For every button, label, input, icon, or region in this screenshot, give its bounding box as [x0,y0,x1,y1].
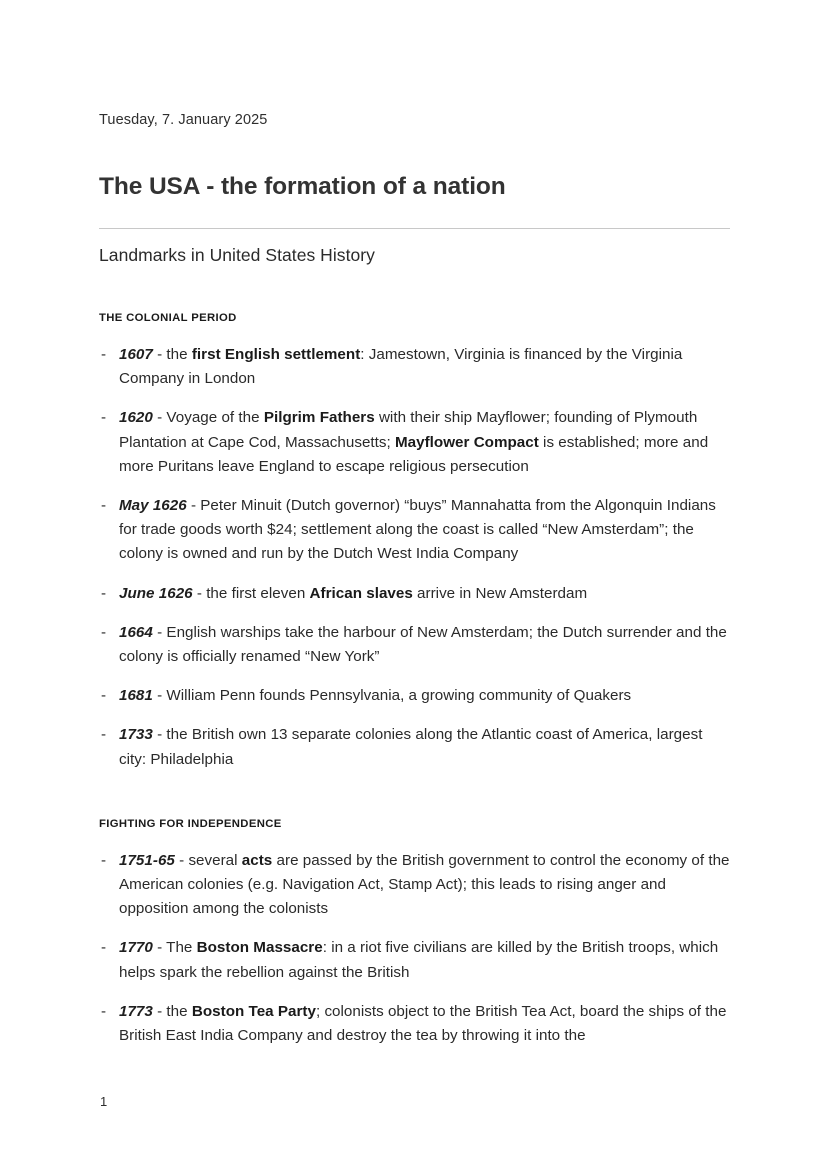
list-item [99,849,730,922]
title-divider [99,228,730,229]
list-item-date: 1733 [119,726,153,744]
list-item-date: 1770 [119,939,153,957]
bullet-list [99,343,730,772]
list-item [99,406,730,479]
document-subtitle: Landmarks in United States History [99,245,375,265]
list-item-date: 1620 [119,409,153,427]
list-item-text: - the first eleven African slaves arrive in New Amsterdam [192,584,588,602]
dash-bullet-icon: - [101,851,107,869]
dash-bullet-icon: - [101,939,107,957]
list-item-text: - The Boston Massacre: in a riot five civilians are killed by the British troops, which helps spark the rebellion against the British [119,939,719,981]
list-item-date: 1751-65 [119,851,175,869]
list-item [99,582,730,606]
list-item-date: June 1626 [119,584,193,602]
list-item [99,621,730,669]
list-item-text: - the Boston Tea Party; colonists object to the British Tea Act, board the ships of the British East India Company and destroy the tea by throwing it into the [119,1002,727,1045]
bullet-list [99,849,730,1048]
list-item [99,723,730,771]
dash-bullet-icon: - [101,623,107,641]
dash-bullet-icon: - [101,497,107,515]
dash-bullet-icon: - [101,687,107,705]
list-item [99,684,730,708]
list-item-text: - the British own 13 separate colonies along the Atlantic coast of America, largest city: Philadelphia [119,726,703,768]
dash-bullet-icon: - [101,584,107,602]
list-item-text: - the first English settlement: Jamestown, Virginia is financed by the Virginia Company in London [119,346,683,388]
list-item-date: 1681 [119,687,153,705]
dash-bullet-icon: - [101,1002,107,1020]
list-item-text: - several acts are passed by the British government to control the economy of the American colonies (e.g. Navigation Act, Stamp Act); this leads to rising anger and opposition among the colonists [119,851,730,918]
page-title: The USA - the formation of a nation [99,173,506,200]
list-item-text: - English warships take the harbour of New Amsterdam; the Dutch surrender and the colony is officially renamed “New York” [119,623,727,666]
list-item [99,1000,730,1048]
document-section [99,817,730,1048]
list-item-date: 1773 [119,1002,153,1020]
document-content [99,110,730,1048]
list-item [99,936,730,984]
page-number: 1 [100,1094,108,1109]
document-date: Tuesday, 7. January 2025 [99,112,268,128]
dash-bullet-icon: - [101,726,107,744]
list-item-date: 1607 [119,346,153,363]
list-item [99,494,730,567]
list-item-date: 1664 [119,623,153,641]
section-heading: THE COLONIAL PERIOD [99,312,237,324]
sections-container [99,311,730,1048]
dash-bullet-icon: - [101,409,107,427]
dash-bullet-icon: - [101,346,107,363]
list-item [99,343,730,391]
list-item-text: - Peter Minuit (Dutch governor) “buys” Mannahatta from the Algonquin Indians for trade goods worth $24; settlement along the coast is called “New Amsterdam”; the colony is owned and run by the Dutch West India Company [119,497,716,563]
section-heading: FIGHTING FOR INDEPENDENCE [99,817,282,830]
list-item-text: - William Penn founds Pennsylvania, a growing community of Quakers [152,687,632,705]
document-section [99,311,730,772]
list-item-date: May 1626 [119,497,187,515]
list-item-text: - Voyage of the Pilgrim Fathers with their ship Mayflower; founding of Plymouth Plantation at Cape Cod, Massachusetts; Mayflower Compact is established; more and more Puritans leave England to escape religious persecution [119,409,709,475]
